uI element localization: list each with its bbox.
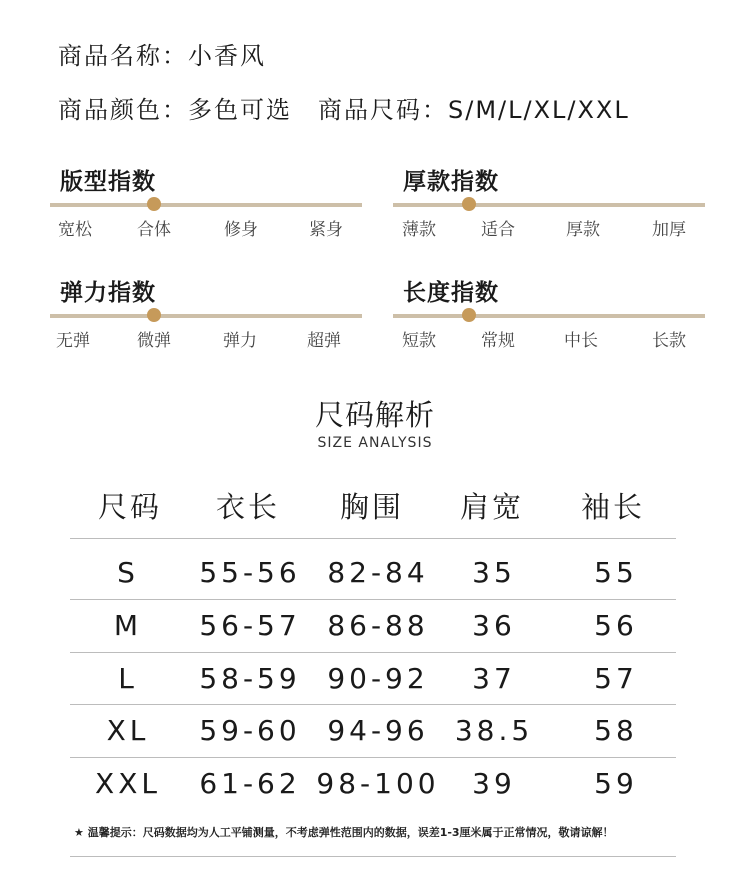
table-cell-length: 55-56	[199, 556, 301, 589]
table-cell-size: M	[113, 609, 143, 642]
index-label: 宽松	[58, 220, 92, 240]
index-marker	[462, 197, 476, 211]
index-marker	[147, 308, 161, 322]
product-name: 商品名称：小香风	[58, 42, 266, 70]
index-track	[393, 203, 705, 207]
measurement-tip: ★ 温馨提示：尺码数据均为人工平铺测量，不考虑弹性范围内的数据，误差1-3厘米属于正常情况，敬请谅解！	[74, 826, 614, 839]
index-track	[50, 203, 362, 207]
table-divider	[70, 757, 676, 758]
table-header-sleeve: 袖长	[580, 490, 646, 524]
product-color-size-line	[58, 90, 630, 125]
table-cell-chest: 86-88	[327, 609, 429, 642]
index-label: 修身	[224, 220, 258, 240]
table-divider	[70, 599, 676, 600]
index-title: 弹力指数	[60, 280, 156, 306]
table-cell-shoulder: 39	[472, 767, 516, 800]
table-cell-sleeve: 55	[594, 556, 638, 589]
table-header-chest: 胸围	[339, 490, 405, 524]
product-name-line	[58, 36, 266, 71]
table-header-shoulder: 肩宽	[459, 490, 525, 524]
table-cell-size: XXL	[95, 767, 161, 800]
index-label: 弹力	[223, 331, 257, 351]
table-cell-length: 59-60	[199, 714, 301, 747]
product-size: 商品尺码：S/M/L/XL/XXL	[318, 96, 630, 124]
index-label: 微弹	[137, 331, 171, 351]
table-cell-length: 61-62	[199, 767, 301, 800]
table-cell-shoulder: 37	[472, 662, 516, 695]
index-label: 薄款	[402, 220, 436, 240]
table-cell-chest: 82-84	[327, 556, 429, 589]
table-cell-size: S	[117, 556, 139, 589]
index-title: 长度指数	[403, 280, 499, 306]
index-marker	[462, 308, 476, 322]
index-label: 紧身	[309, 220, 343, 240]
table-cell-length: 58-59	[199, 662, 301, 695]
product-color: 商品颜色：多色可选	[58, 96, 292, 124]
table-cell-sleeve: 59	[594, 767, 638, 800]
table-divider	[70, 652, 676, 653]
index-label: 中长	[564, 331, 598, 351]
index-label: 适合	[481, 220, 515, 240]
table-cell-size: L	[118, 662, 138, 695]
index-track	[393, 314, 705, 318]
index-label: 长款	[652, 331, 686, 351]
index-label: 常规	[481, 331, 515, 351]
length-index	[393, 274, 705, 374]
table-header-length: 衣长	[215, 490, 281, 524]
index-label: 超弹	[307, 331, 341, 351]
bottom-divider	[70, 856, 676, 857]
table-cell-shoulder: 35	[472, 556, 516, 589]
table-cell-sleeve: 56	[594, 609, 638, 642]
size-analysis-title: 尺码解析	[314, 398, 435, 432]
index-label: 合体	[137, 220, 171, 240]
index-title: 版型指数	[60, 169, 156, 195]
table-divider	[70, 538, 676, 539]
table-cell-chest: 90-92	[327, 662, 429, 695]
index-label: 厚款	[566, 220, 600, 240]
table-cell-chest: 98-100	[316, 767, 440, 800]
table-cell-sleeve: 57	[594, 662, 638, 695]
thickness-index	[393, 163, 705, 263]
elasticity-index	[50, 274, 362, 374]
index-label: 无弹	[56, 331, 90, 351]
index-title: 厚款指数	[403, 169, 499, 195]
index-marker	[147, 197, 161, 211]
table-header-size: 尺码	[97, 490, 163, 524]
table-cell-length: 56-57	[199, 609, 301, 642]
index-label: 加厚	[652, 220, 686, 240]
index-track	[50, 314, 362, 318]
fit-index	[50, 163, 362, 263]
table-cell-shoulder: 38.5	[454, 714, 534, 747]
table-cell-shoulder: 36	[472, 609, 516, 642]
table-cell-sleeve: 58	[594, 714, 638, 747]
table-divider	[70, 704, 676, 705]
table-cell-size: XL	[106, 714, 150, 747]
table-cell-chest: 94-96	[327, 714, 429, 747]
index-label: 短款	[402, 331, 436, 351]
size-analysis-subtitle: SIZE ANALYSIS	[317, 435, 433, 451]
